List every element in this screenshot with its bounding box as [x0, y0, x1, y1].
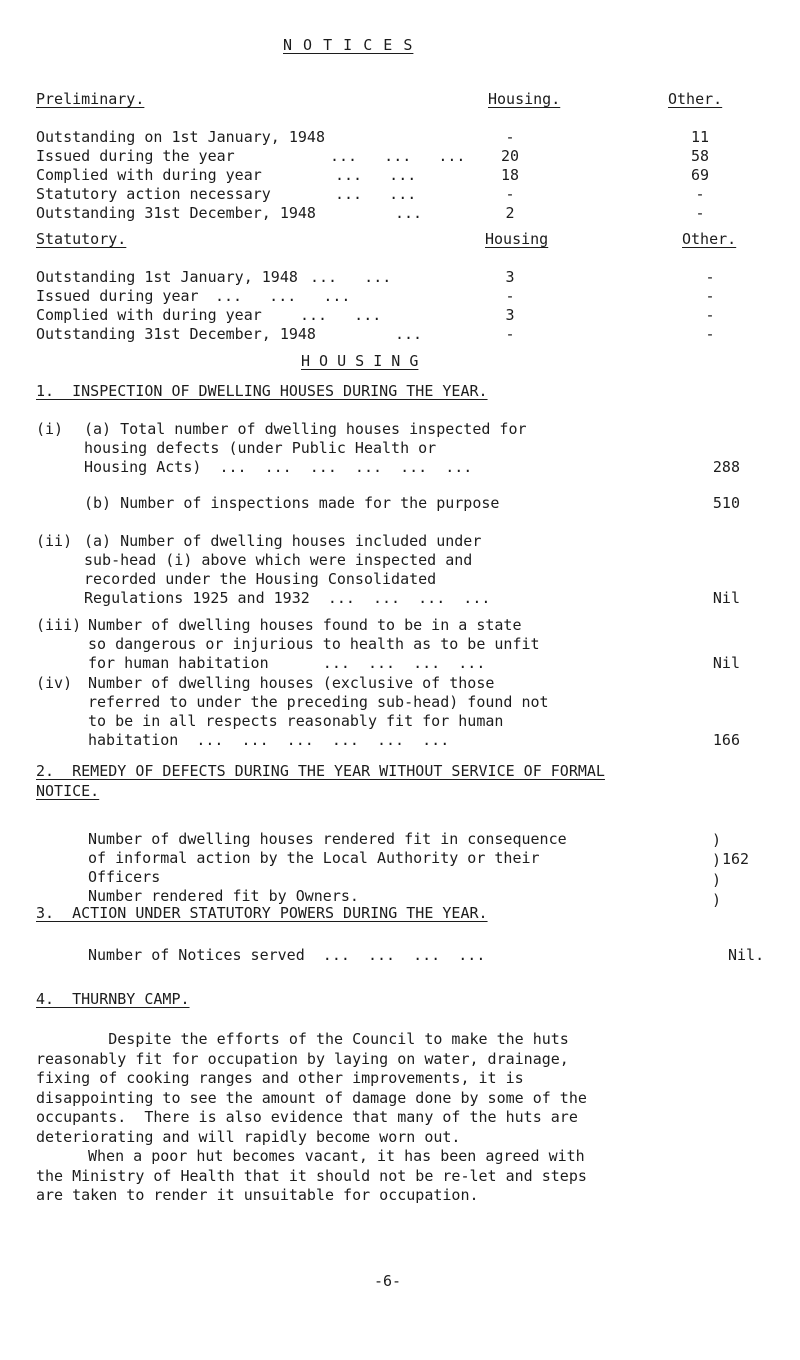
preliminary-row-leader: ... — [395, 204, 423, 222]
preliminary-row-other: 58 — [690, 147, 710, 165]
section1-item-line: referred to under the preceding sub-head) found not — [88, 693, 549, 711]
section1-item-line: housing defects (under Public Health or — [84, 439, 437, 457]
section1-item-line: to be in all respects reasonably fit for human — [88, 712, 504, 730]
section2-line: of informal action by the Local Authority or their — [88, 849, 540, 867]
section1-item-line: (b) Number of inspections made for the purpose — [84, 494, 500, 512]
section2-title: 2. REMEDY OF DEFECTS DURING THE YEAR WITHOUT SERVICE OF FORMAL — [36, 762, 605, 780]
statutory-row-label: Issued during year — [36, 287, 199, 305]
statutory-row-leader: ... ... — [310, 268, 392, 286]
section1-item-value: Nil — [712, 654, 740, 672]
section1-item-line: (a) Total number of dwelling houses inspected for — [84, 420, 527, 438]
preliminary-row-other: - — [695, 185, 705, 203]
section1-item-line: Number of dwelling houses (exclusive of those — [88, 674, 495, 692]
section4-line: occupants. There is also evidence that many of the huts are — [36, 1108, 578, 1126]
preliminary-row-leader: ... ... ... — [330, 147, 466, 165]
section1-item-value: Nil — [712, 589, 740, 607]
preliminary-row-leader: ... ... — [335, 185, 417, 203]
statutory-col-other: Other. — [682, 230, 737, 248]
section1-item-number: (i) — [36, 420, 64, 438]
preliminary-row-other: 69 — [690, 166, 710, 184]
section1-item-line: Regulations 1925 and 1932 ... ... ... ... — [84, 589, 491, 607]
section2-line: Number rendered fit by Owners. — [88, 887, 359, 905]
statutory-row-other: - — [705, 325, 715, 343]
section1-item-value: 288 — [712, 458, 740, 476]
statutory-row-housing: 3 — [505, 268, 515, 286]
statutory-row-leader: ... ... — [300, 306, 382, 324]
preliminary-row-label: Statutory action necessary — [36, 185, 271, 203]
preliminary-row-housing: - — [505, 128, 515, 146]
section2-title-cont: NOTICE. — [36, 782, 100, 800]
section3-value: Nil. — [728, 946, 765, 964]
statutory-row-other: - — [705, 306, 715, 324]
section1-item-line: Number of dwelling houses found to be in a state — [88, 616, 522, 634]
preliminary-row-label: Outstanding 31st December, 1948 — [36, 204, 316, 222]
section4-line: Despite the efforts of the Council to make the huts — [36, 1030, 569, 1048]
section1-item-line: sub-head (i) above which were inspected and — [84, 551, 473, 569]
page-number: -6- — [374, 1272, 402, 1290]
preliminary-row-housing: 2 — [505, 204, 515, 222]
statutory-heading: Statutory. — [36, 230, 127, 248]
statutory-row-housing: - — [505, 325, 515, 343]
section2-value: 162 — [722, 850, 750, 868]
preliminary-row-other: 11 — [690, 128, 710, 146]
section1-item-line: habitation ... ... ... ... ... ... — [88, 731, 450, 749]
section1-item-line: for human habitation ... ... ... ... — [88, 654, 486, 672]
section4-line: fixing of cooking ranges and other improvements, it is — [36, 1069, 524, 1087]
section1-item-value: 166 — [712, 731, 740, 749]
section1-item-number: (iii) — [36, 616, 82, 634]
section1-title: 1. INSPECTION OF DWELLING HOUSES DURING THE YEAR. — [36, 382, 488, 400]
statutory-row-label: Outstanding 1st January, 1948 — [36, 268, 298, 286]
statutory-row-leader: ... — [395, 325, 423, 343]
preliminary-col-other: Other. — [668, 90, 723, 108]
section3-label: Number of Notices served ... ... ... ... — [88, 946, 486, 964]
statutory-row-other: - — [705, 287, 715, 305]
preliminary-row-label: Outstanding on 1st January, 1948 — [36, 128, 325, 146]
preliminary-heading: Preliminary. — [36, 90, 145, 108]
section4-line: the Ministry of Health that it should not be re-let and steps — [36, 1166, 587, 1185]
section1-item-line: recorded under the Housing Consolidated — [84, 570, 437, 588]
preliminary-row-label: Issued during the year — [36, 147, 235, 165]
preliminary-row-other: - — [695, 204, 705, 222]
statutory-col-housing: Housing — [485, 230, 549, 248]
section1-item-line: (a) Number of dwelling houses included under — [84, 532, 482, 550]
preliminary-row-housing: 18 — [500, 166, 520, 184]
section1-item-line: Housing Acts) ... ... ... ... ... ... — [84, 458, 473, 476]
statutory-row-housing: 3 — [505, 306, 515, 324]
section4-line: are taken to render it unsuitable for occupation. — [36, 1186, 479, 1204]
section2-line: Officers — [88, 868, 161, 886]
section4-line: reasonably fit for occupation by laying on water, drainage, — [36, 1049, 569, 1068]
statutory-row-other: - — [705, 268, 715, 286]
preliminary-col-housing: Housing. — [488, 90, 561, 108]
preliminary-row-leader: ... ... — [335, 166, 417, 184]
housing-title: H O U S I N G — [301, 352, 419, 370]
section4-title: 4. THURNBY CAMP. — [36, 990, 190, 1008]
section4-line: deteriorating and will rapidly become worn out. — [36, 1127, 461, 1146]
preliminary-row-label: Complied with during year — [36, 166, 262, 184]
page-heading: N O T I C E S — [283, 36, 414, 54]
statutory-row-leader: ... ... ... — [215, 287, 351, 305]
statutory-row-label: Outstanding 31st December, 1948 — [36, 325, 316, 343]
section2-line: Number of dwelling houses rendered fit in consequence — [88, 830, 567, 848]
section1-item-number: (ii) — [36, 532, 73, 550]
section4-line: disappointing to see the amount of damage done by some of the — [36, 1088, 587, 1107]
section1-item-value: 510 — [712, 494, 740, 512]
section2-brackets: ) ) ) ) — [712, 831, 722, 909]
statutory-row-label: Complied with during year — [36, 306, 262, 324]
section3-title: 3. ACTION UNDER STATUTORY POWERS DURING THE YEAR. — [36, 904, 488, 922]
preliminary-row-housing: - — [505, 185, 515, 203]
statutory-row-housing: - — [505, 287, 515, 305]
preliminary-row-housing: 20 — [500, 147, 520, 165]
section4-line: When a poor hut becomes vacant, it has been agreed with — [88, 1147, 585, 1165]
section1-item-line: so dangerous or injurious to health as to be unfit — [88, 635, 540, 653]
section1-item-number: (iv) — [36, 674, 73, 692]
